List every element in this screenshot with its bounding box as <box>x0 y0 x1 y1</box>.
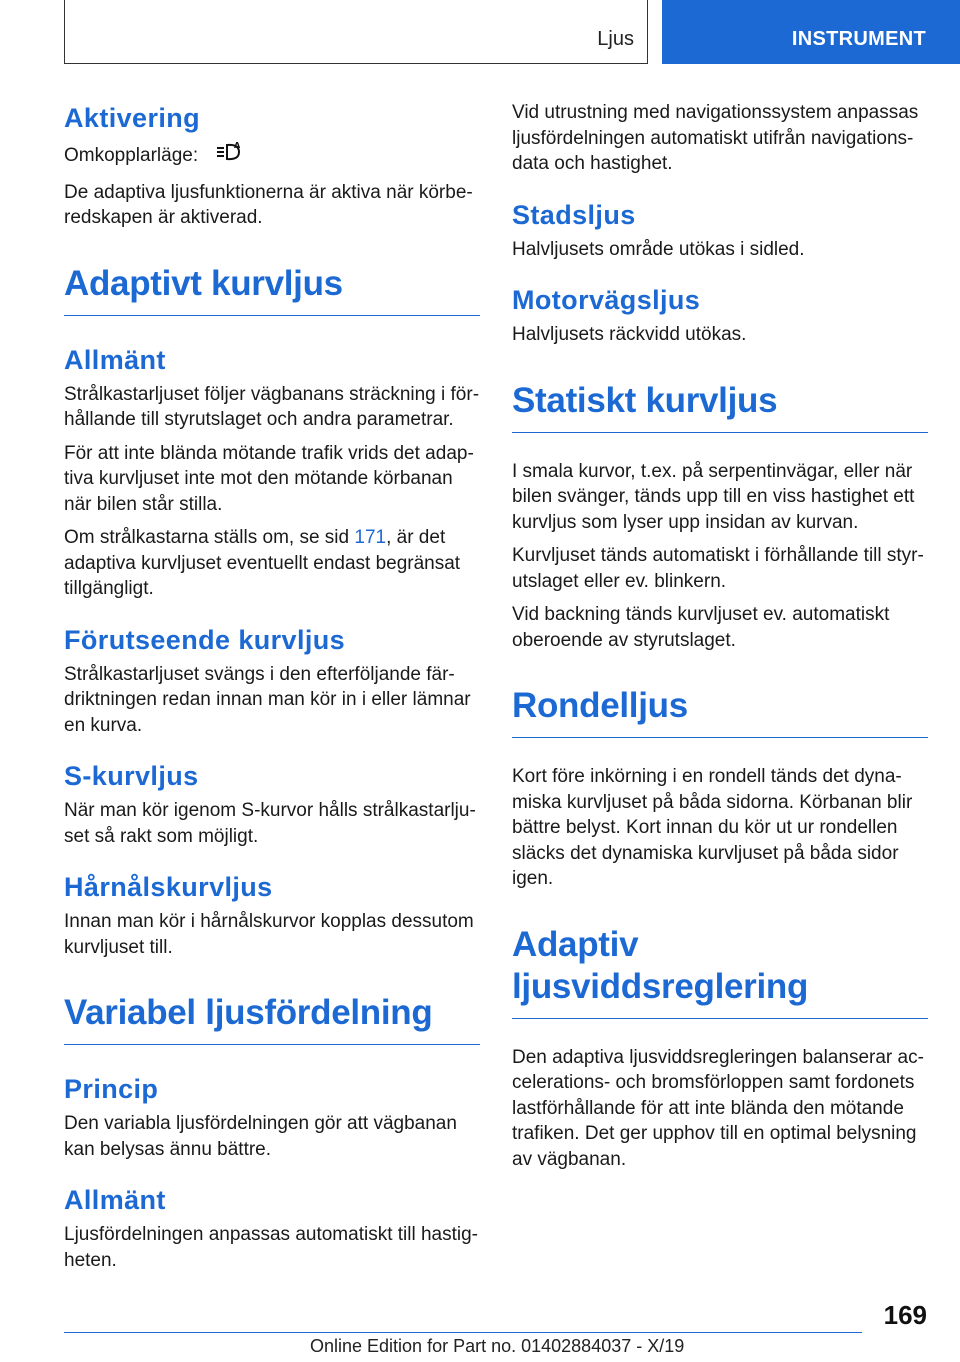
header-section-title: Ljus <box>597 28 634 50</box>
heading-forutseende: Förutseende kurvljus <box>64 624 346 655</box>
heading-allmant-2: Allmänt <box>64 1185 166 1215</box>
motorvagsljus-text: Halvljusets räckvidd utökas. <box>512 324 747 345</box>
allmant-p1: Strålkastarljuset följer vägbanans sträckning i för-hållande till styrutslaget och andra parametrar. <box>64 383 480 430</box>
forutseende-text: Strålkastarljuset svängs i den efterföljande fär-driktningen redan innan man kör in i eller lämnar en kurva. <box>64 663 471 736</box>
statiskt-p2: Kurvljuset tänds automatiskt i förhållande till styr-utslaget eller ev. blinkern. <box>512 545 924 592</box>
navigation-intro-text: Vid utrustning med navigationssystem anpassas ljusfördelningen automatiskt utifrån navigations-data och hastighet. <box>512 102 919 174</box>
left-column <box>64 100 480 1281</box>
header-frame <box>64 0 648 64</box>
chapter-tab[interactable] <box>662 0 960 64</box>
heading-motorvagsljus: Motorvägsljus <box>512 285 701 315</box>
allmant-p3 <box>64 525 480 602</box>
ljusviddsreglering-text: Den adaptiva ljusviddsregleringen balanserar ac-celerations- och bromsförloppen samt fordonets lastförhållande för att inte blända den mötande trafiken. Det ger upphov till en optimal belysning av vägbanan. <box>512 1046 924 1170</box>
heading-stadsljus: Stadsljus <box>512 199 636 230</box>
svg-text:A: A <box>234 141 241 150</box>
heading-statiskt-kurvljus: Statiskt kurvljus <box>512 380 928 433</box>
allmant-p3-text: Om strålkastarna ställs om, se sid <box>64 527 355 548</box>
page-number: 169 <box>883 1300 927 1330</box>
allmant-p2: För att inte blända mötande trafik vrids det adap-tiva kurvljuset inte mot den mötande körbanan när bilen står stilla. <box>64 442 474 515</box>
heading-s-kurvljus: S-kurvljus <box>64 761 199 791</box>
chapter-tab-label: INSTRUMENT <box>791 28 926 50</box>
switch-label: Omkopplarläge: <box>64 144 199 166</box>
allmant-p3-text-end: , är det adaptiva kurvljuset eventuellt endast begränsat tillgängligt. <box>64 527 461 599</box>
footer-divider <box>64 1332 862 1333</box>
heading-princip: Princip <box>64 1074 159 1104</box>
switch-position-line <box>64 140 480 172</box>
heading-adaptiv-ljusviddsreglering: Adaptiv ljusviddsreglering <box>512 924 928 1019</box>
s-kurvljus-text: När man kör igenom S-kurvor hålls strålkastarlju-set så rakt som möjligt. <box>64 800 476 847</box>
harnalskurvljus-text: Innan man kör i hårnålskurvor kopplas dessutom kurvljuset till. <box>64 911 474 958</box>
heading-allmant: Allmänt <box>64 344 166 375</box>
right-column <box>512 100 928 1180</box>
footer-edition: Online Edition for Part no. 01402884037 - X/19 <box>310 1336 685 1356</box>
heading-variabel-ljusfordelning: Variabel ljusfördelning <box>64 992 480 1045</box>
allmant-2-text: Ljusfördelningen anpassas automatiskt till hastig-heten. <box>64 1224 479 1271</box>
heading-adaptivt-kurvljus: Adaptivt kurvljus <box>64 263 480 316</box>
auto-headlight-icon <box>215 140 247 172</box>
heading-harnalskurvljus: Hårnålskurvljus <box>64 872 273 902</box>
heading-rondelljus: Rondelljus <box>512 685 928 738</box>
heading-aktivering: Aktivering <box>64 103 201 133</box>
statiskt-p3: Vid backning tänds kurvljuset ev. automatiskt oberoende av styrutslaget. <box>512 604 890 651</box>
stadsljus-text: Halvljusets område utökas i sidled. <box>512 238 805 260</box>
rondelljus-text: Kort före inkörning i en rondell tänds det dyna-miska kurvljuset på båda sidorna. Körbanan blir bättre belyst. Kort innan du kör ut ur rondellen släcks det dynamiska kurvljuset på båda sidor igen. <box>512 766 913 889</box>
princip-text: Den variabla ljusfördelningen gör att vägbanan kan belysas ännu bättre. <box>64 1113 457 1160</box>
page-link-171[interactable]: 171 <box>354 527 387 548</box>
statiskt-p1: I smala kurvor, t.ex. på serpentinvägar, eller när bilen svänger, tänds upp till en viss hastighet ett kurvljus som lyser upp insidan av kurvan. <box>512 460 915 533</box>
aktivering-text: De adaptiva ljusfunktionerna är aktiva när körbe-redskapen är aktiverad. <box>64 181 473 228</box>
